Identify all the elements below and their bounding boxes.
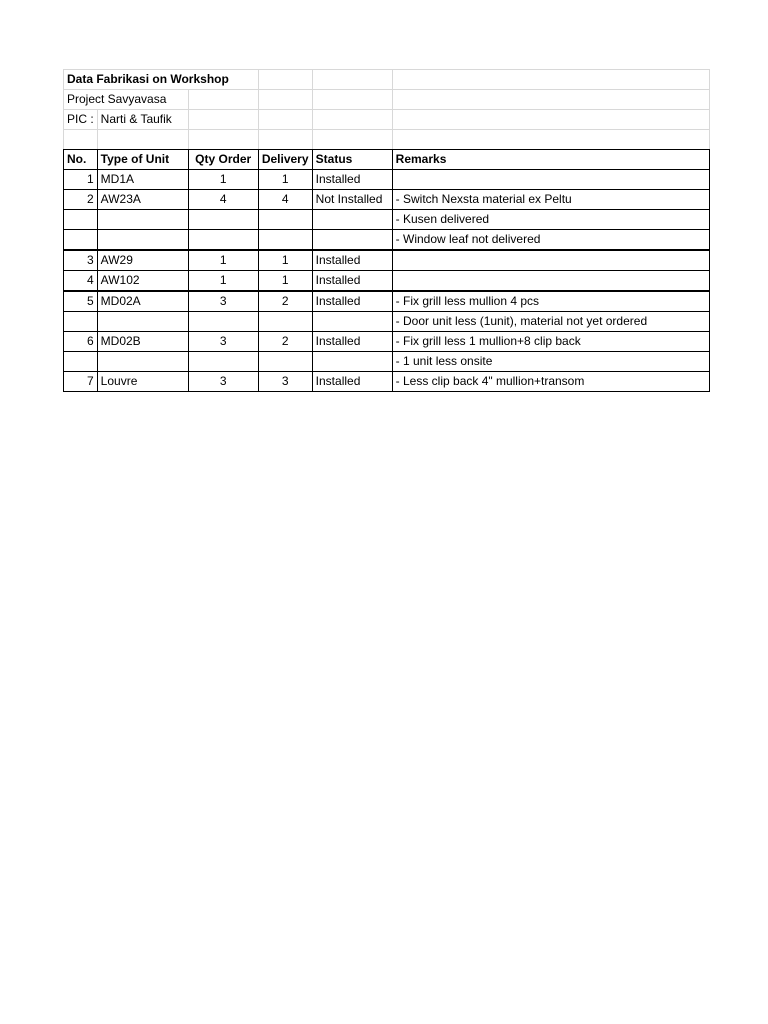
cell-unit: AW23A (97, 190, 188, 210)
cell-delivery (258, 312, 312, 332)
cell-status (312, 230, 392, 251)
cell-status: Installed (312, 332, 392, 352)
cell-no: 5 (64, 291, 98, 312)
cell-unit (97, 230, 188, 251)
cell-qty (188, 312, 258, 332)
col-header-remarks: Remarks (392, 150, 709, 170)
cell-remarks: - Less clip back 4" mullion+transom (392, 372, 709, 392)
cell-qty (188, 230, 258, 251)
table-row (64, 170, 710, 190)
cell-unit (97, 210, 188, 230)
cell-no (64, 352, 98, 372)
cell-unit (97, 312, 188, 332)
cell-unit (97, 352, 188, 372)
cell-unit: MD02A (97, 291, 188, 312)
table-row (64, 190, 710, 210)
cell-delivery: 1 (258, 250, 312, 271)
cell-qty: 3 (188, 332, 258, 352)
cell-delivery: 1 (258, 271, 312, 292)
table-row (64, 312, 710, 332)
table-row (64, 210, 710, 230)
cell-delivery: 1 (258, 170, 312, 190)
cell-remarks: - Switch Nexsta material ex Peltu (392, 190, 709, 210)
cell-status (312, 210, 392, 230)
cell-remarks: - Door unit less (1unit), material not yet ordered (392, 312, 709, 332)
project-name: Project Savyavasa (64, 90, 189, 110)
table-row (64, 230, 710, 251)
table-body (64, 170, 710, 392)
cell-remarks (392, 250, 709, 271)
cell-status (312, 352, 392, 372)
cell-no: 4 (64, 271, 98, 292)
cell-no (64, 230, 98, 251)
cell-qty: 4 (188, 190, 258, 210)
cell-no: 3 (64, 250, 98, 271)
cell-unit: MD1A (97, 170, 188, 190)
table-row (64, 250, 710, 271)
project-row (64, 90, 710, 110)
pic-row (64, 110, 710, 130)
table-row (64, 332, 710, 352)
pic-label: PIC : (64, 110, 98, 130)
cell-status (312, 312, 392, 332)
cell-delivery (258, 210, 312, 230)
pic-value: Narti & Taufik (97, 110, 188, 130)
cell-status: Installed (312, 250, 392, 271)
cell-status: Not Installed (312, 190, 392, 210)
cell-no (64, 210, 98, 230)
cell-remarks: - 1 unit less onsite (392, 352, 709, 372)
cell-qty: 1 (188, 271, 258, 292)
cell-remarks: - Fix grill less mullion 4 pcs (392, 291, 709, 312)
cell-unit: MD02B (97, 332, 188, 352)
cell-qty: 3 (188, 291, 258, 312)
cell-status: Installed (312, 372, 392, 392)
cell-delivery: 2 (258, 291, 312, 312)
cell-delivery: 3 (258, 372, 312, 392)
spacer-row (64, 130, 710, 150)
cell-remarks (392, 170, 709, 190)
cell-delivery (258, 352, 312, 372)
cell-no: 6 (64, 332, 98, 352)
table-row (64, 372, 710, 392)
col-header-unit: Type of Unit (97, 150, 188, 170)
cell-status: Installed (312, 291, 392, 312)
cell-no: 1 (64, 170, 98, 190)
col-header-no: No. (64, 150, 98, 170)
table-row (64, 291, 710, 312)
cell-no: 7 (64, 372, 98, 392)
cell-status: Installed (312, 170, 392, 190)
cell-no: 2 (64, 190, 98, 210)
cell-delivery (258, 230, 312, 251)
col-header-status: Status (312, 150, 392, 170)
cell-unit: AW29 (97, 250, 188, 271)
column-header-row (64, 150, 710, 170)
cell-remarks: - Window leaf not delivered (392, 230, 709, 251)
col-header-qty: Qty Order (188, 150, 258, 170)
col-header-delivery: Delivery (258, 150, 312, 170)
sheet-title: Data Fabrikasi on Workshop (64, 70, 259, 90)
cell-qty: 1 (188, 170, 258, 190)
cell-qty: 1 (188, 250, 258, 271)
title-row (64, 70, 710, 90)
cell-remarks: - Fix grill less 1 mullion+8 clip back (392, 332, 709, 352)
cell-qty: 3 (188, 372, 258, 392)
cell-unit: AW102 (97, 271, 188, 292)
cell-status: Installed (312, 271, 392, 292)
cell-delivery: 2 (258, 332, 312, 352)
cell-remarks (392, 271, 709, 292)
cell-qty (188, 352, 258, 372)
cell-delivery: 4 (258, 190, 312, 210)
table-row (64, 352, 710, 372)
table-row (64, 271, 710, 292)
fabrication-table (63, 69, 710, 392)
cell-no (64, 312, 98, 332)
cell-remarks: - Kusen delivered (392, 210, 709, 230)
cell-qty (188, 210, 258, 230)
cell-unit: Louvre (97, 372, 188, 392)
